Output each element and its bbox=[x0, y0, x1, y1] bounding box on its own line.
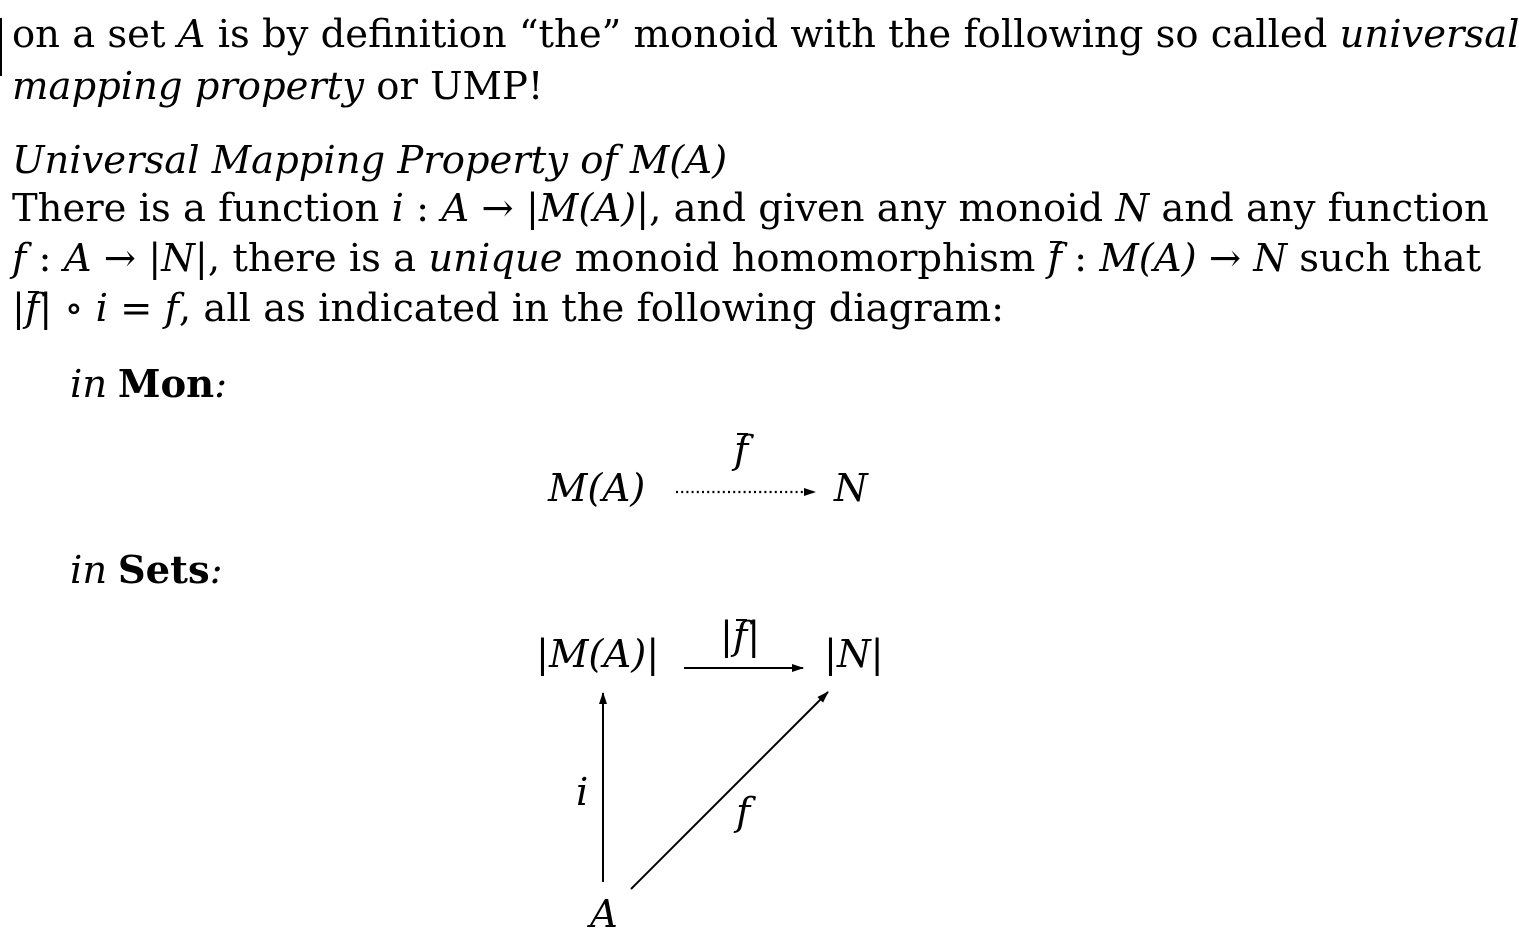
text: monoid homomorphism bbox=[562, 236, 1048, 281]
category-mon: Mon bbox=[117, 362, 215, 407]
math-abs-N: |N| bbox=[148, 236, 208, 281]
sets-diagonal-arrow bbox=[631, 692, 828, 889]
sets-diagonal-label-f: f bbox=[736, 790, 751, 835]
math-A: A bbox=[177, 12, 206, 57]
text: , and given any monoid bbox=[649, 186, 1116, 231]
math-abs-MA: |M(A)| bbox=[525, 186, 650, 231]
math-fbar: f bbox=[732, 614, 748, 659]
text: There is a function bbox=[12, 186, 392, 231]
mon-arrow-label-fbar: f bbox=[734, 428, 749, 473]
math-fbar: f bbox=[1047, 236, 1062, 281]
text: on a set bbox=[12, 12, 178, 57]
math-f: f bbox=[12, 236, 27, 281]
math-i: i bbox=[95, 286, 108, 331]
math-A: A bbox=[441, 186, 470, 231]
math-A: A bbox=[63, 236, 92, 281]
mon-target-N: N bbox=[834, 466, 868, 511]
text: , all as indicated in the following diagram: bbox=[178, 286, 1005, 331]
math-MA: M(A) bbox=[1099, 236, 1197, 281]
text: such that bbox=[1287, 236, 1482, 281]
sets-top-left-abs-MA: |M(A)| bbox=[536, 632, 660, 677]
math-bar: | bbox=[12, 286, 25, 331]
math-bar: | bbox=[747, 614, 761, 659]
text: , there is a bbox=[207, 236, 429, 281]
category-sets: Sets bbox=[117, 548, 210, 593]
math-colon: : bbox=[1061, 236, 1100, 281]
sets-vertical-label-i: i bbox=[576, 770, 589, 815]
math-arrow: → bbox=[91, 236, 149, 281]
text: or UMP! bbox=[364, 64, 544, 109]
in-word: in bbox=[70, 548, 108, 593]
term-unique: unique bbox=[428, 236, 563, 281]
math-bar: | bbox=[720, 614, 733, 659]
term-universal: universal bbox=[1339, 12, 1519, 57]
math-i: i bbox=[391, 186, 404, 231]
math-arrow: → bbox=[1196, 236, 1254, 281]
sets-top-right-abs-N: |N| bbox=[824, 632, 884, 677]
math-f: f bbox=[164, 286, 179, 331]
in-word: in bbox=[70, 362, 108, 407]
math-colon: : bbox=[403, 186, 442, 231]
text: and any function bbox=[1149, 186, 1489, 231]
ump-heading: Universal Mapping Property of M(A) bbox=[12, 138, 728, 183]
colon: : bbox=[209, 548, 223, 593]
math-colon: : bbox=[26, 236, 64, 281]
colon: : bbox=[214, 362, 228, 407]
math-N: N bbox=[1253, 236, 1288, 281]
math-N: N bbox=[1115, 186, 1150, 231]
math-fbar: f bbox=[24, 286, 40, 331]
term-mapping-property: mapping property bbox=[12, 64, 365, 109]
text: is by definition “the” monoid with the following so called bbox=[205, 12, 1340, 57]
mon-source-MA: M(A) bbox=[548, 466, 646, 511]
math-arrow: → bbox=[469, 186, 526, 231]
sets-bottom-A: A bbox=[590, 892, 618, 937]
math-bar: | bbox=[39, 286, 53, 331]
math-eq: = bbox=[107, 286, 165, 331]
math-circ: ∘ bbox=[52, 286, 96, 331]
